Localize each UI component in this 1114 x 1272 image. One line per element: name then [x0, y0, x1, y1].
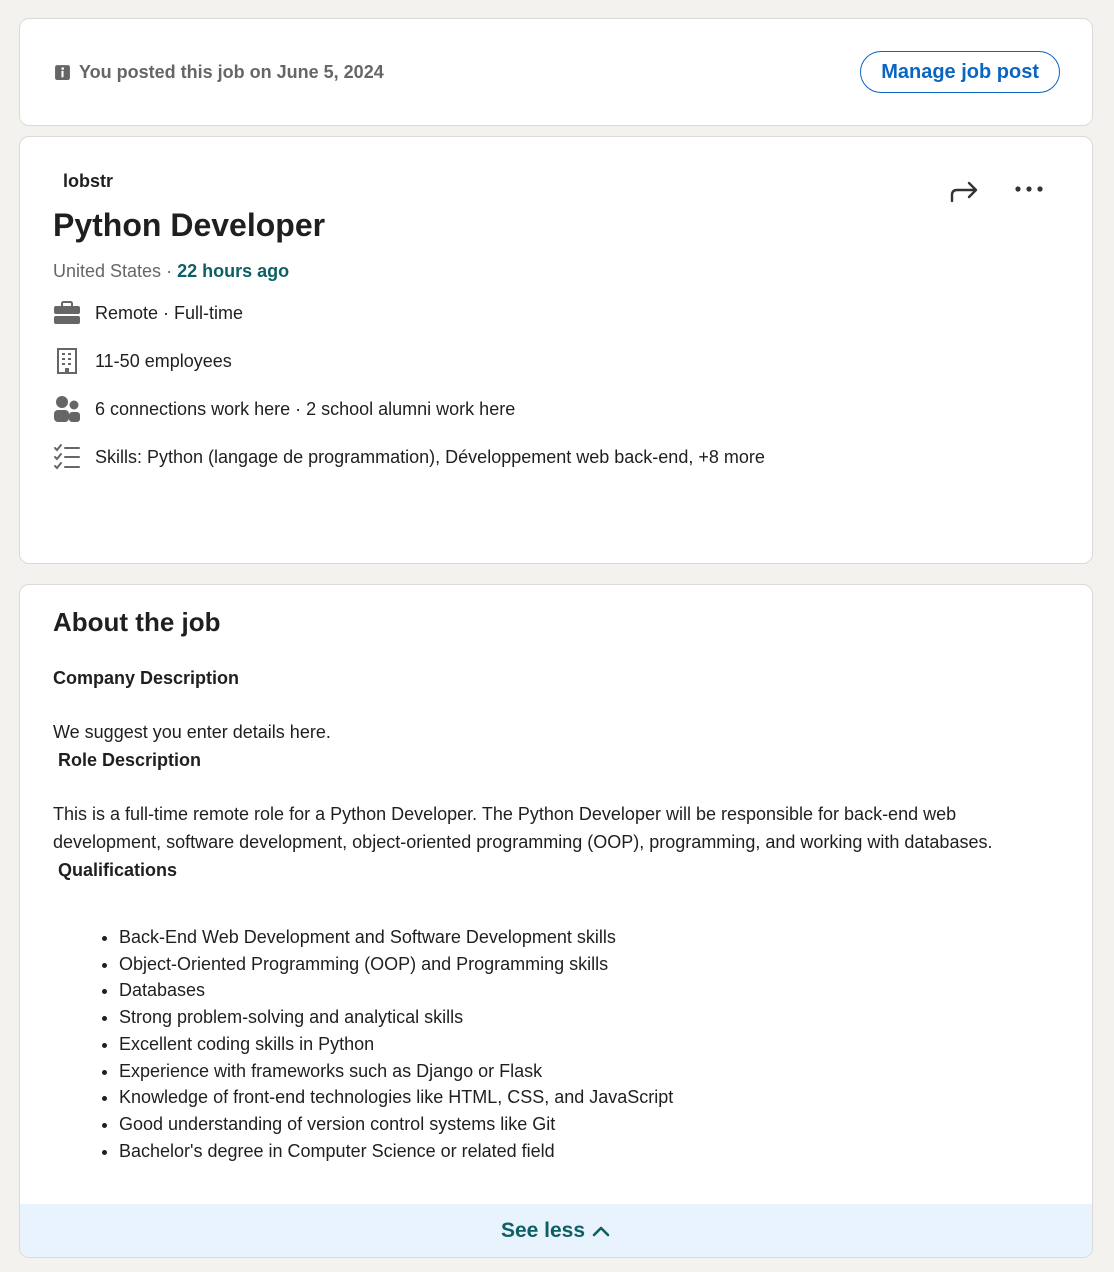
info-icon	[54, 64, 71, 81]
insight-skills[interactable]	[53, 443, 765, 471]
posted-notice	[54, 62, 384, 83]
company-description-text: We suggest you enter details here.	[53, 722, 331, 742]
insight-company-size	[53, 347, 232, 375]
see-less-label: See less	[500, 1218, 586, 1242]
share-icon[interactable]	[948, 177, 980, 205]
list-item: • Object-Oriented Programming (OOP) and Programming skills	[119, 951, 1059, 978]
about-heading: About the job	[53, 607, 221, 637]
qualifications-heading: Qualifications	[58, 860, 178, 880]
about-job-card	[19, 584, 1093, 1258]
posted-banner-card	[19, 18, 1093, 126]
list-item: • Knowledge of front-end technologies like HTML, CSS, and JavaScript	[119, 1084, 1059, 1111]
manage-job-post-button[interactable]: Manage job post	[860, 51, 1060, 93]
insight-connections[interactable]	[53, 395, 515, 423]
list-item: • Experience with frameworks such as Django or Flask	[119, 1058, 1059, 1085]
more-options-icon[interactable]	[1012, 177, 1046, 201]
company-description-heading: Company Description	[53, 668, 240, 688]
list-item: • Excellent coding skills in Python	[119, 1031, 1059, 1058]
list-item: • Bachelor's degree in Computer Science or related field	[119, 1138, 1059, 1165]
list-item: • Good understanding of version control systems like Git	[119, 1111, 1059, 1138]
chevron-up-icon	[591, 1224, 611, 1238]
company-name[interactable]: lobstr	[63, 171, 114, 191]
job-location: United States	[53, 261, 162, 281]
see-less-button[interactable]	[20, 1204, 1092, 1257]
role-description-heading: Role Description	[58, 750, 202, 770]
job-title: Python Developer	[53, 207, 326, 243]
list-item: • Strong problem-solving and analytical skills	[119, 1004, 1059, 1031]
insight-text: 6 connections work here · 2 school alumni work here	[95, 398, 516, 419]
posted-ago: 22 hours ago	[177, 261, 290, 281]
people-icon	[53, 395, 81, 423]
checklist-icon	[53, 443, 81, 471]
separator: ·	[161, 261, 178, 281]
insight-text: 11-50 employees	[95, 350, 232, 371]
list-item: • Back-End Web Development and Software Development skills	[119, 924, 1059, 951]
role-description-text: This is a full-time remote role for a Python Developer. The Python Developer will be responsible for back-end web development, software development, object-oriented programming (OOP), programming, and working with databases.	[53, 804, 993, 852]
posted-text: You posted this job on June 5, 2024	[79, 62, 384, 82]
insight-text: Skills: Python (langage de programmation), Développement web back-end, +8 more	[95, 446, 765, 467]
insight-text: Remote · Full-time	[95, 302, 244, 323]
job-summary-card	[19, 136, 1093, 564]
building-icon	[53, 347, 81, 375]
qualifications-list	[119, 924, 1059, 1164]
briefcase-icon	[53, 299, 81, 327]
insight-workplace	[53, 299, 243, 327]
list-item: • Databases	[119, 977, 1059, 1004]
job-location-line	[53, 261, 289, 282]
